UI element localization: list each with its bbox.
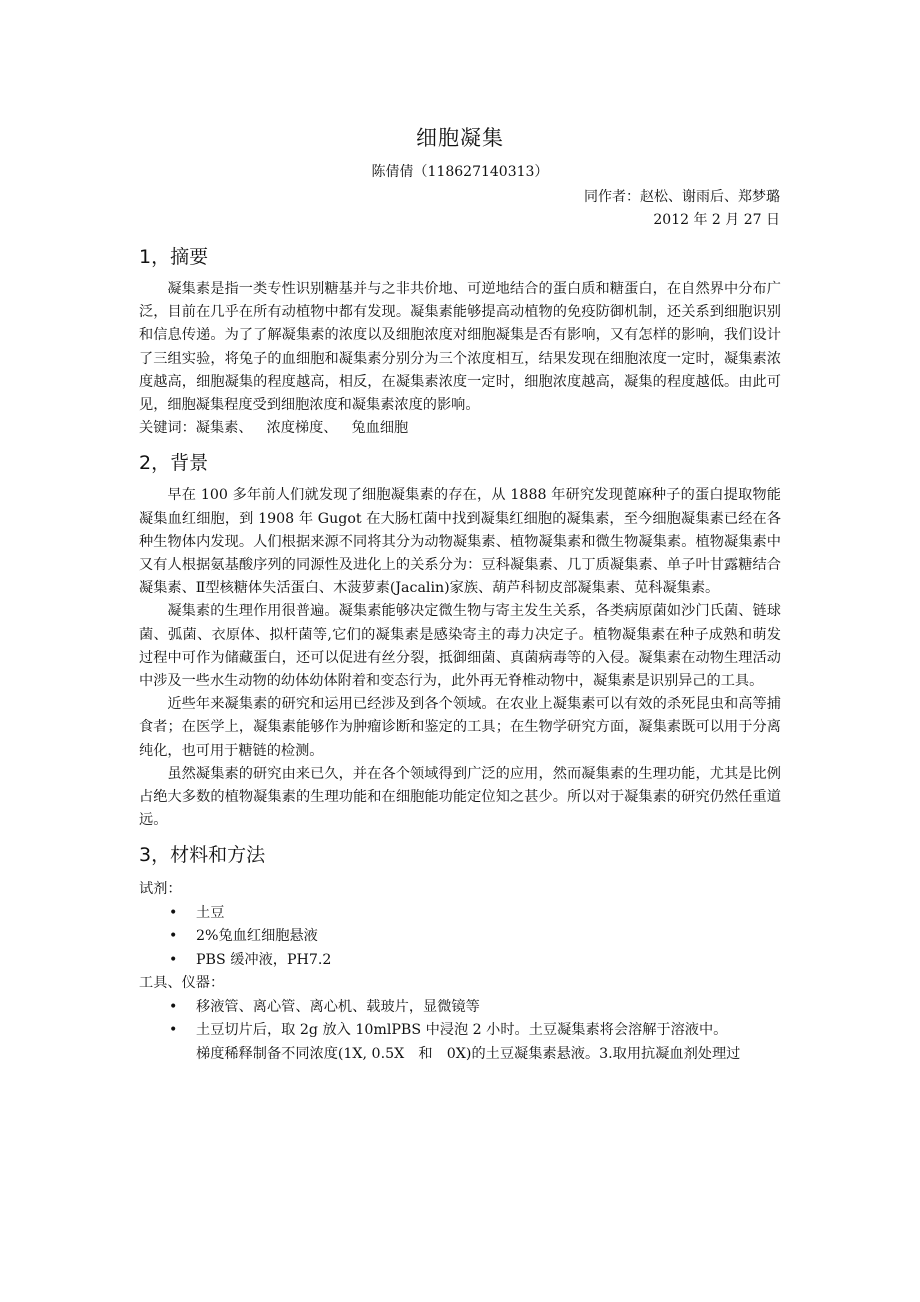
- section-heading-background: 2，背景: [139, 452, 209, 475]
- reagent-text: PBS 缓冲液，PH7.2: [196, 951, 332, 968]
- keyword-item: 凝集素、: [195, 420, 253, 437]
- background-paragraph: 早在 100 多年前人们就发现了细胞凝集素的存在，从 1888 年研究发现蓖麻种子的蛋白提取物能凝集血红细胞，到 1908 年 Gugot 在大肠杠菌中找到凝集红细胞的凝集素，至今细胞凝集素已经在各种生物体内发现。人们根据来源不同将其分为动物凝集素、植物凝集素和微生物凝集素。植物凝集素中又有人根据氨基酸序列的同源性及进化上的关系分为：豆科凝集素、几丁质凝集素、单子叶甘露糖结合凝集素、Ⅱ型核糖体失活蛋白、木菠萝素(Jacalin)家族、葫芦科韧皮部凝集素、苋科凝集素。: [139, 487, 781, 597]
- date-line: 2012 年 2 月 27 日: [653, 212, 780, 228]
- reagents-label: 试剂：: [139, 881, 182, 898]
- keyword-item: 兔血细胞: [351, 420, 409, 437]
- list-item: [139, 949, 781, 973]
- coauthors-line: 同作者：赵松、谢雨后、郑梦璐: [584, 189, 780, 205]
- list-item: [139, 996, 781, 1020]
- tool-text: 移液管、离心管、离心机、载玻片，显微镜等: [196, 998, 480, 1015]
- tools-label: 工具、仪器：: [139, 975, 225, 992]
- keywords-label: 关键词：: [139, 420, 196, 437]
- author-line: 陈倩倩（118627140313）: [371, 164, 549, 180]
- background-paragraph: 虽然凝集素的研究由来已久，并在各个领域得到广泛的应用，然而凝集素的生理功能，尤其是比例占绝大多数的植物凝集素的生理功能和在细胞能功能定位知之甚少。所以对于凝集素的研究仍然任重道远。: [139, 765, 781, 829]
- bullet-icon: •: [169, 998, 178, 1015]
- reagent-text: 土豆: [196, 904, 225, 921]
- background-paragraph: 近些年来凝集素的研究和运用已经涉及到各个领域。在农业上凝集素可以有效的杀死昆虫和高等捕食者；在医学上，凝集素能够作为肿瘤诊断和鉴定的工具；在生物学研究方面，凝集素既可以用于分离纯化，也可用于糖链的检测。: [139, 696, 781, 759]
- document-body: [139, 240, 781, 1066]
- bullet-icon: •: [169, 1022, 178, 1039]
- keywords-line: [139, 417, 781, 440]
- abstract-paragraph: 凝集素是指一类专性识别糖基并与之非共价地、可逆地结合的蛋白质和糖蛋白，在自然界中分布广泛，目前在几乎在所有动植物中都有发现。凝集素能够提高动植物的免疫防御机制，还关系到细胞识别和信息传递。为了了解凝集素的浓度以及细胞浓度对细胞凝集是否有影响，又有怎样的影响，我们设计了三组实验，将兔子的血细胞和凝集素分别分为三个浓度相互，结果发现在细胞浓度一定时，凝集素浓度越高，细胞凝集的程度越高，相反，在凝集素浓度一定时，细胞浓度越高，凝集的程度越低。由此可见，细胞凝集程度受到细胞浓度和凝集素浓度的影响。: [139, 281, 781, 414]
- step-text-line: 梯度稀释制备不同浓度(1X, 0.5X 和 0X)的土豆凝集素悬液。3.取用抗凝血剂处理过: [196, 1045, 741, 1062]
- reagent-text: 2%兔血红细胞悬液: [196, 928, 318, 945]
- reagents-list: [139, 902, 781, 973]
- bullet-icon: •: [169, 951, 178, 968]
- keyword-item: 浓度梯度、: [266, 420, 338, 437]
- list-item: [139, 902, 781, 926]
- bullet-icon: •: [169, 928, 178, 945]
- list-item: [139, 925, 781, 949]
- section-heading-methods: 3，材料和方法: [139, 844, 266, 867]
- section-heading-abstract: 1，摘要: [139, 246, 209, 268]
- step-text-line: 土豆切片后，取 2g 放入 10mlPBS 中浸泡 2 小时。土豆凝集素将会溶解于溶液中。: [196, 1022, 728, 1039]
- document-title: 细胞凝集: [416, 126, 504, 150]
- tools-list: [139, 996, 781, 1067]
- bullet-icon: •: [169, 904, 178, 921]
- background-paragraph: 凝集素的生理作用很普遍。凝集素能够决定微生物与寄主发生关系，各类病原菌如沙门氏菌、链球菌、弧菌、衣原体、拟杆菌等,它们的凝集素是感染寄主的毒力决定子。植物凝集素在种子成熟和萌发过程中可作为储藏蛋白，还可以促进有丝分裂，抵御细菌、真菌病毒等的入侵。凝集素在动物生理活动中涉及一些水生动物的幼体幼体附着和变态行为，此外再无脊椎动物中，凝集素是识别异己的工具。: [139, 603, 781, 690]
- list-item: [139, 1019, 781, 1066]
